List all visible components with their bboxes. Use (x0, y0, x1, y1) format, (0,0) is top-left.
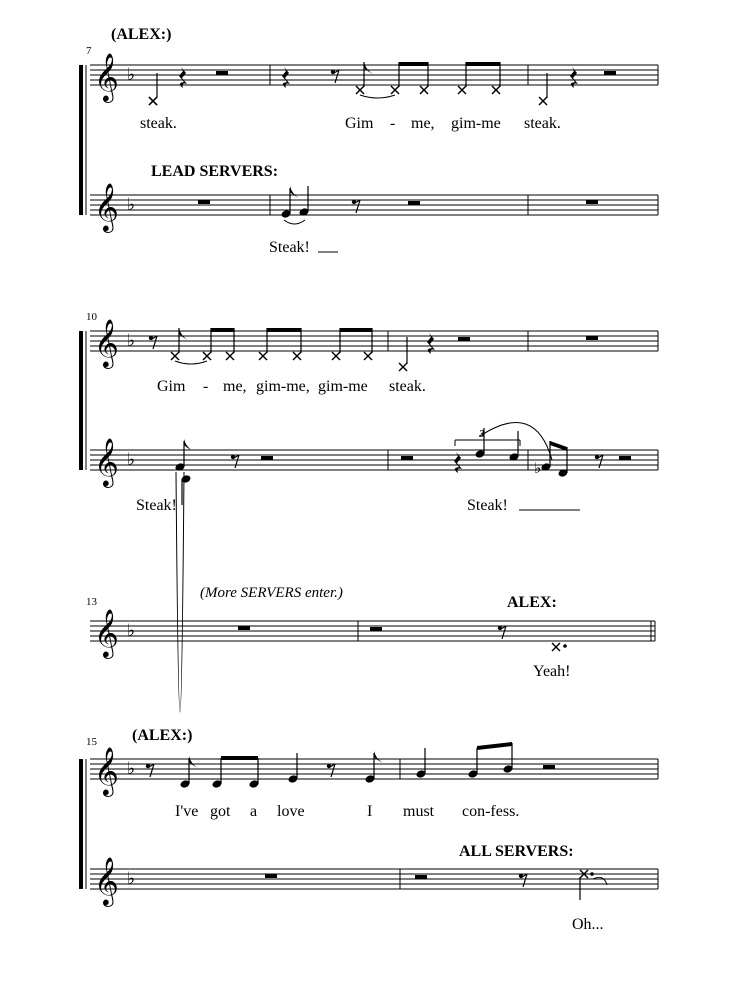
lyric: steak. (389, 378, 426, 395)
beam (477, 742, 512, 750)
part-label-all-servers: ALL SERVERS: (459, 843, 574, 860)
flag (184, 439, 193, 451)
measure-number: 13 (86, 596, 97, 608)
treble-clef-icon: 𝄞 (94, 746, 119, 795)
flat-key-signature-icon: ♭ (127, 331, 136, 351)
half-rest (370, 627, 382, 631)
lyric: I've (175, 803, 199, 820)
flat-key-signature-icon: ♭ (127, 65, 136, 85)
lyric: Steak! (467, 497, 508, 514)
beam (340, 328, 372, 332)
lyric: steak. (524, 115, 561, 132)
lyric: must (403, 803, 435, 820)
beam (267, 328, 301, 332)
lyric: me, (411, 115, 435, 132)
half-rest (261, 456, 273, 460)
lyric: Steak! (136, 497, 177, 514)
beam (399, 62, 428, 66)
beam (221, 756, 258, 760)
treble-clef-icon: 𝄞 (94, 182, 119, 231)
tie (176, 472, 184, 712)
character-label-alex: (ALEX:) (111, 26, 172, 43)
lyric: a (250, 803, 258, 820)
lyric: love (277, 803, 305, 820)
flag (290, 186, 299, 198)
lyric: I (367, 803, 373, 820)
lyric: Gim (157, 378, 186, 395)
dot (563, 644, 567, 648)
flag (179, 328, 188, 340)
half-rest (401, 456, 413, 460)
tie (284, 220, 305, 224)
lyric: con-fess. (462, 803, 520, 820)
character-label-alex: (ALEX:) (132, 727, 193, 744)
lyric: - (203, 378, 209, 395)
flag (189, 756, 198, 768)
measure-number: 10 (86, 311, 97, 323)
flat-key-signature-icon: ♭ (127, 759, 136, 779)
lyric: me, (223, 378, 247, 395)
flat-key-signature-icon: ♭ (127, 450, 136, 470)
lyric: Oh... (572, 916, 604, 933)
treble-clef-icon: 𝄞 (94, 856, 119, 905)
whole-rest (238, 626, 250, 630)
whole-rest (586, 336, 598, 340)
lyric: steak. (140, 115, 177, 132)
half-rest (408, 201, 420, 205)
character-label-alex: ALEX: (507, 594, 557, 611)
whole-rest (265, 874, 277, 878)
flag (364, 62, 373, 74)
lyric: gim-me (318, 378, 368, 395)
lyric: Yeah! (533, 663, 571, 680)
measure-number: 7 (86, 45, 92, 57)
flat-key-signature-icon: ♭ (127, 621, 136, 641)
whole-rest (586, 200, 598, 204)
flat-key-signature-icon: ♭ (127, 869, 136, 889)
measure-number: 15 (86, 736, 97, 748)
flat-accidental-icon: ♭ (534, 459, 542, 477)
treble-clef-icon: 𝄞 (94, 318, 119, 367)
half-rest (543, 765, 555, 769)
dot (590, 872, 594, 876)
flat-key-signature-icon: ♭ (127, 195, 136, 215)
tie (360, 95, 395, 98)
half-rest (619, 456, 631, 460)
treble-clef-icon: 𝄞 (94, 608, 119, 657)
treble-clef-icon: 𝄞 (94, 437, 119, 486)
part-label-lead-servers: LEAD SERVERS: (151, 163, 279, 180)
stage-direction: (More SERVERS enter.) (200, 585, 343, 601)
tuplet-number: 3 (479, 428, 485, 440)
beam (466, 62, 500, 66)
lyric: Steak! (269, 239, 310, 256)
lyric: gim-me, (256, 378, 310, 395)
whole-rest (198, 200, 210, 204)
half-rest (604, 71, 616, 75)
treble-clef-icon: 𝄞 (94, 52, 119, 101)
flag (374, 751, 383, 763)
lyric: Gim (345, 115, 374, 132)
lyric: - (390, 115, 396, 132)
beam (211, 328, 234, 332)
tie (175, 361, 207, 364)
lyric: gim-me (451, 115, 501, 132)
lyric: got (210, 803, 231, 820)
half-rest (415, 875, 427, 879)
half-rest (458, 337, 470, 341)
half-rest (216, 71, 228, 75)
